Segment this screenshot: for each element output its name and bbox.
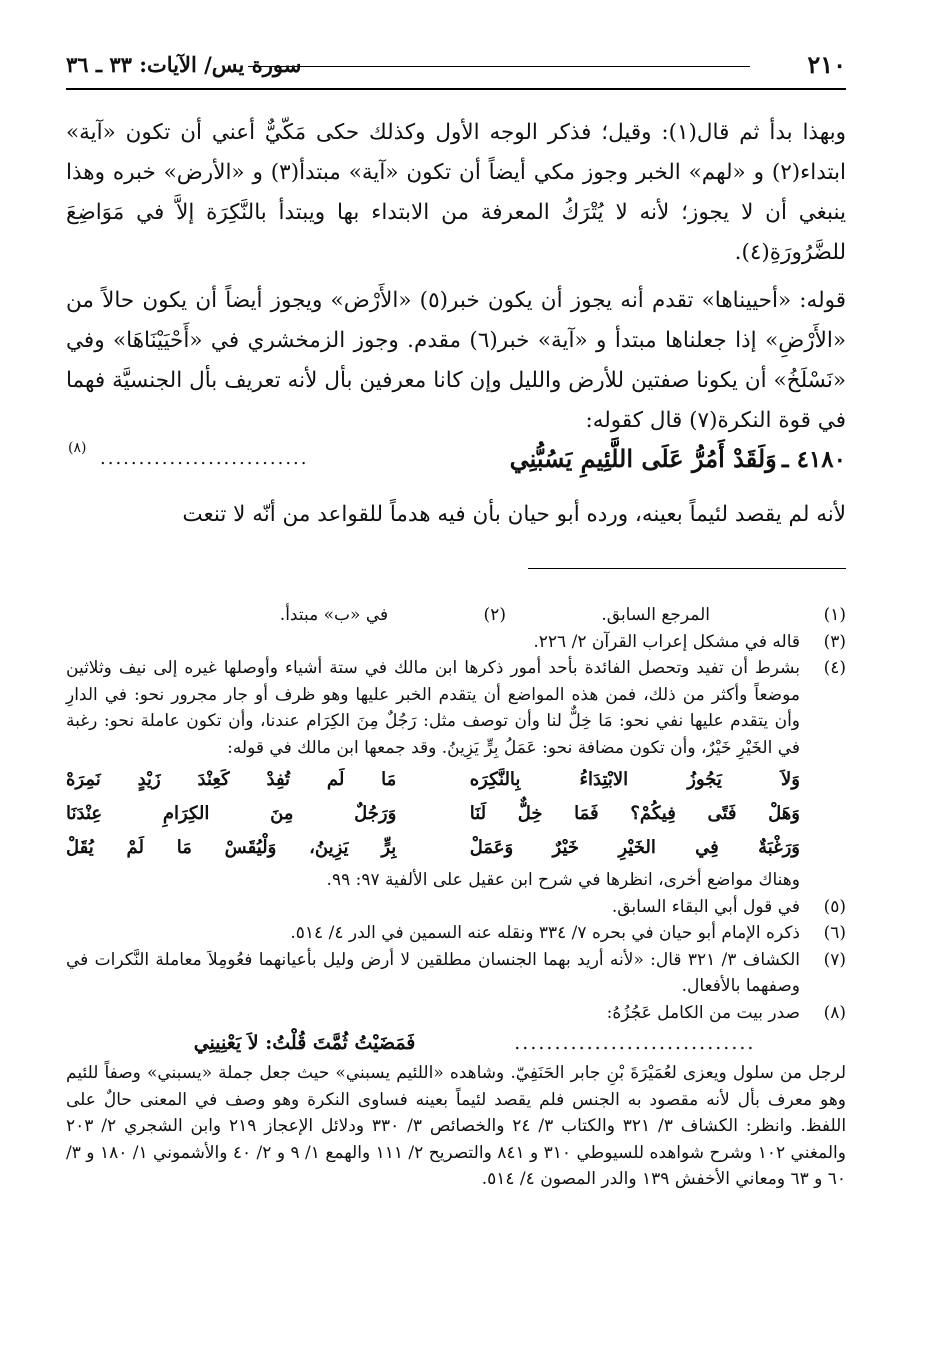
paragraph-1: وبهذا بدأ ثم قال(١): وقيل؛ فذكر الوجه الأول وكذلك حكى مَكّيٌّ أعني أن تكون «آية» ابتداء(٢) و «لهم» الخبر وجوز مكي أيضاً أن تكون «آية» مبتدأ(٣) و «الأرض» خبره وهذا ينبغي أن لا يجوز؛ لأنه لا يُتْرَكُ المعرفة من الابتداء بها ويبتدأ بالنَّكِرَة إلاَّ في مَوَاضِعَ للضَّرُورَةِ(٤). [66, 120, 846, 265]
footnote-7 [66, 947, 846, 1000]
footnote-8 [66, 1000, 846, 1027]
poem-line [66, 797, 800, 831]
footnote-number: (٧) [823, 949, 846, 970]
paragraph-3: لأنه لم يقصد لئيماً بعينه، ورده أبو حيان بأن فيه هدماً للقواعد من أنّه لا تنعت [182, 502, 846, 527]
page-number: ٢١٠ [807, 50, 846, 79]
footnote-8-body: لرجل من سلول ويعزى لعُمَيْرَةَ بْنِ جابر الحَنَفِيّ. وشاهده «اللئيم يسبني» حيث جعل جملة «يسبني» وصفاً للئيم وهو معرف بأل لأنه مقصود به الجنس فلم يقصد لئيماً بعينه فساوى النكرة وهو وصف في المعنى حالٌ على اللفظ. وانظر: الكشاف ٣/ ٣٢١ والكتاب ٣/ ٢٤ والخصائص ٣/ ٣٣٠ ودلائل الإعجاز ٢١٩ وابن الشجري ٢/ ٢٠٣ والمغني ١٠٢ وشرح شواهده للسيوطي ٣١٠ و ٨٤١ والتصريح ٢/ ١١١ والهمع ١/ ٩ و ٢/ ٤٠ والأشموني ١/ ١٨٠ و ٣/ ٦٠ و ٦٣ ومعاني الأخفش ١٣٩ والدر المصون ٤/ ٥١٤. [66, 1063, 847, 1189]
verse-ellipsis: .............................. [514, 1032, 756, 1054]
header-rule [248, 66, 750, 67]
footnote-text: الكشاف ٣/ ٣٢١ قال: «لأنه أريد بهما الجنسان مطلقين لا أرض وليل بأعيانهما فعُومِلاَ معاملة النَّكرات في وصفهما بالأفعال. [66, 949, 800, 996]
verse-text: وَلَقَدْ أَمُرُّ عَلَى اللَّئِيمِ يَسُبُّنِي [509, 444, 777, 473]
footnote-3 [66, 629, 846, 656]
poem-second-hemistich: مَا لَم تُفِدْ كَعِنْدَ زَيْدٍ نَمِرَهْ [66, 769, 397, 790]
poem-first-hemistich: وَلاَ يَجُوزُ الابْتِدَاءُ بِالنَّكِرَه [469, 769, 800, 790]
footnote-text: قاله في مشكل إعراب القرآن ٢/ ٢٢٦. [533, 631, 800, 652]
running-title: سورة يس/ الآيات: ٣٣ ـ ٣٦ [66, 52, 302, 77]
poem-line [66, 831, 800, 865]
footnote-number: (٣) [823, 631, 846, 652]
poem-second-hemistich: وَرَجُلٌ مِنَ الكِرَامِ عِنْدَنَا [66, 803, 397, 824]
verse-ellipsis: ........................... [100, 448, 309, 469]
verse-number: ٤١٨٠ ـ [781, 446, 846, 473]
paragraph-2: قوله: «أحييناها» تقدم أنه يجوز أن يكون خبر(٥) «الأَرْض» ويجوز أيضاً أن يكون حالاً من «الأَرْضِ» إذا جعلناها مبتدأ و «آية» خبر(٦) مقدم. وجوز الزمخشري في «أَحْيَيْنَاهَا» وفي «نَسْلَخُ» أن يكونا صفتين للأرض والليل وإن كانا معرفين بأل لأنه تعريف بأل الجنسيَّة فهما في قوة النكرة(٧) قال كقوله: [66, 288, 846, 433]
poem-first-hemistich: وَرَغْبَةٌ فِي الخَيْرِ خَيْرٌ وَعَمَلْ [469, 837, 800, 858]
footnote-text: وهناك مواضع أخرى، انظرها في شرح ابن عقيل على الألفية ٩٧: ٩٩. [326, 870, 800, 890]
footnote-8-verse [66, 1026, 846, 1060]
footnote-4 [66, 655, 846, 761]
footnote-separator [528, 568, 846, 569]
footnote-number: (١) [823, 605, 846, 625]
poem-second-hemistich: بِرٍّ يَزِينُ، وَلْيُقَسْ مَا لَمْ يُقَلْ [66, 837, 397, 858]
footnote-number: (٦) [823, 923, 846, 943]
footnote-text: المرجع السابق. [601, 605, 710, 625]
poem-first-hemistich: وَهَلْ فَتًى فِيكُمْ؟ فَمَا خِلٌّ لَنَا [469, 803, 800, 824]
poem-line [66, 763, 800, 797]
footnote-4-continuation [66, 867, 846, 894]
footnote-number: (٢) [483, 605, 506, 625]
footnote-text: ذكره الإمام أبو حيان في بحره ٧/ ٣٣٤ ونقله عنه السمين في الدر ٤/ ٥١٤. [290, 923, 800, 943]
footnote-6 [66, 920, 846, 947]
verse-hemistich: فَمَضَيْتُ ثُمَّتَ قُلْتُ: لاَ يَعْنِينِي [193, 1032, 416, 1054]
verse-quote [66, 440, 846, 488]
footnote-4-poem [66, 763, 846, 865]
footnote-text: في قول أبي البقاء السابق. [611, 896, 800, 917]
verse-footnote-marker: (٨) [68, 440, 87, 456]
footnote-number: (٥) [823, 896, 846, 917]
header-underline [66, 88, 846, 90]
footnote-number: (٤) [823, 658, 846, 678]
footnote-text: صدر بيت من الكامل عَجُزُهُ: [606, 1002, 800, 1023]
main-text [66, 113, 846, 441]
footnote-text: في «ب» مبتدأ. [279, 605, 389, 625]
page-header [66, 50, 846, 88]
footnote-text: بشرط أن تفيد وتحصل الفائدة بأحد أمور ذكرها ابن مالك في ستة أشياء وأوصلها غيره إلى نيف وثلاثين موضعاً وأكثر من ذلك، فمن هذه المواضع أن يتقدم الخبر عليها وهو ظرف أو جار مجرور نحو: في الدارِ وأن يتقدم عليها نفي نحو: مَا خِلٌّ لنا وأن توصف مثل: رَجُلٌ مِنَ الكِرَام عندنا، وأن تكون عاملة نحو: رغبة في الخَيْرِ خَيْرٌ، وأن تكون مضافة نحو: عَمَلُ بِرٍّ يَزِينُ. وقد جمعها ابن مالك في قوله: [66, 658, 800, 758]
footnote-number: (٨) [823, 1002, 846, 1023]
footnote-5 [66, 894, 846, 921]
footnote-1-2 [66, 602, 846, 629]
footnote-2 [280, 605, 506, 625]
footnotes [66, 602, 846, 1193]
